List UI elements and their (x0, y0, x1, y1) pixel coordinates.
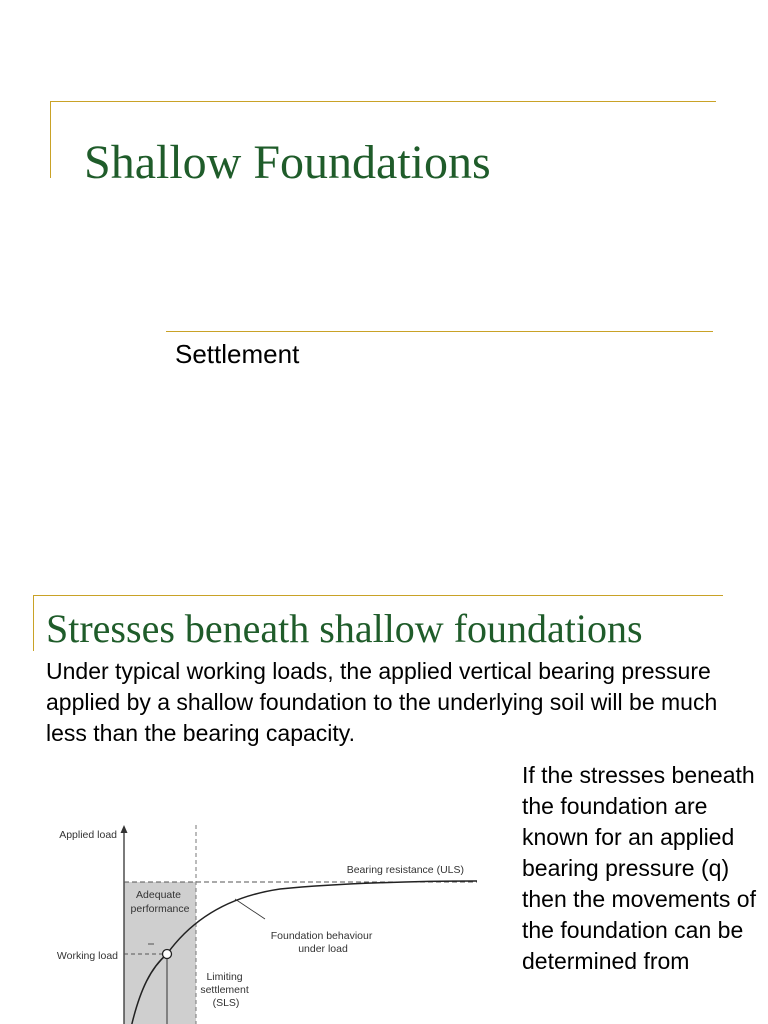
limiting-label-line: Limiting (206, 971, 243, 983)
heading-left-rule (33, 595, 34, 651)
working-point (163, 950, 172, 959)
slide-title: Shallow Foundations (84, 136, 491, 189)
slide-heading: Stresses beneath shallow foundations (46, 606, 643, 651)
y-axis-arrow (121, 825, 128, 833)
limiting-settlement-label (200, 971, 251, 1009)
slide-subtitle: Settlement (175, 339, 300, 369)
title-left-rule (50, 101, 51, 178)
under-load-line: under load (298, 943, 348, 955)
y-axis-label: Applied load (59, 829, 117, 841)
intro-paragraph: Under typical working loads, the applied vertical bearing pressure applied by a shallow foundation to the underlying soil will be much less than the bearing capacity. (46, 658, 718, 746)
foundation-behaviour-label (271, 930, 376, 955)
subtitle-rule (166, 331, 713, 332)
settlement-label-line: settlement (200, 984, 249, 996)
content-slide (0, 577, 768, 1024)
foundation-behaviour-line: Foundation behaviour (270, 930, 373, 942)
sls-label-line: (SLS) (212, 997, 240, 1009)
working-load-label: Working load (56, 950, 118, 962)
bearing-resistance-label: Bearing resistance (ULS) (346, 864, 464, 876)
adequate-label-line: Adequate (136, 889, 182, 901)
title-top-rule (50, 101, 716, 102)
heading-top-rule (33, 595, 723, 596)
behaviour-leader (235, 899, 265, 919)
load-settlement-diagram (40, 817, 490, 1024)
performance-label-line: performance (130, 903, 190, 915)
side-paragraph: If the stresses beneath the foundation are known for an applied bearing pressure (q) then the movements of the foundation can be determined from (522, 762, 756, 974)
